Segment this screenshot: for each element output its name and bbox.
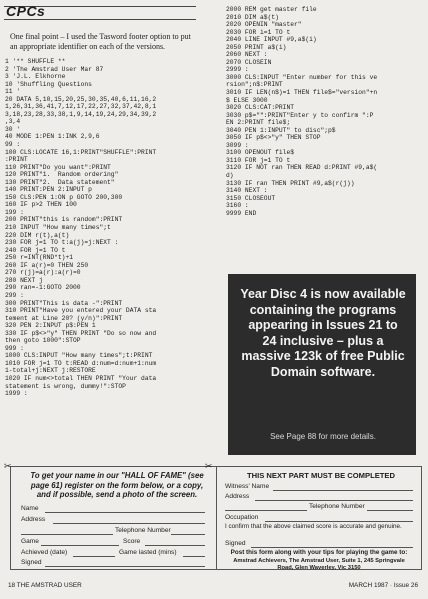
section-banner bbox=[4, 3, 196, 20]
achieved-label: Achieved (date) bbox=[21, 549, 68, 556]
signed-label: Signed bbox=[21, 559, 42, 566]
occupation-field[interactable] bbox=[265, 521, 413, 522]
witness-address-field[interactable] bbox=[255, 500, 413, 501]
witness-address-field-line-2[interactable] bbox=[225, 510, 307, 511]
occupation-label: Occupation bbox=[225, 514, 259, 521]
address-label: Address bbox=[21, 516, 46, 523]
name-label: Name bbox=[21, 505, 39, 512]
year-disc-promo-box bbox=[228, 274, 416, 455]
scissors-icon: ✂ bbox=[205, 461, 213, 471]
promo-footnote: See Page 88 for more details. bbox=[270, 432, 376, 441]
program-listing-right: 2000 REM get master file 2010 DIM a$(t) 2020 OPENIN "master" 2030 FOR i=1 TO t 2040 LINE INPUT #9,a$(i) 2050 PRINT a$(i) 2060 NEXT : 2070 CLOSEIN 2999 : 3000 CLS:INPUT "Enter number for this ve rsion";n$:PRINT 3010 IF LEN(n$)=1 THEN file$="version"+n $ ELSE 3000 3020 CLS:CAT:PRINT 3030 p$="":PRINT"Enter y to confirm ":P EN 2:PRINT file$; 3040 PEN 1:INPUT" to disc";p$ 3050 IF p$<>"y" THEN STOP 3099 : 3100 OPENOUT file$ 3110 FOR j=1 TO t 3120 IF NOT ran THEN READ d:PRINT #9,a$( d) 3130 IF ran THEN PRINT #9,a$(r(j)) 3140 NEXT : 3150 CLOSEOUT 3160 : 9999 END bbox=[226, 6, 378, 217]
game-lasted-label: Game lasted (mins) bbox=[119, 549, 177, 556]
must-complete-heading: THIS NEXT PART MUST BE COMPLETED bbox=[247, 471, 395, 480]
witness-signed-label: Signed bbox=[225, 540, 246, 547]
witness-telephone-field[interactable] bbox=[367, 510, 413, 511]
score-label: Score bbox=[123, 538, 141, 545]
section-title: CPCs bbox=[6, 3, 46, 19]
telephone-field[interactable] bbox=[171, 534, 205, 535]
telephone-label: Telephone Number bbox=[115, 527, 171, 534]
name-field[interactable] bbox=[45, 512, 205, 513]
witness-name-field[interactable] bbox=[273, 490, 413, 491]
witness-name-label: Witness' Name bbox=[225, 483, 270, 490]
game-field[interactable] bbox=[41, 545, 119, 546]
address-field-line-2[interactable] bbox=[21, 534, 113, 535]
postal-address: Amstrad Achievers, The Amstrad User, Suite 1, 245 Springvale Road, Glen Waverley, Vic 3150 bbox=[233, 558, 405, 571]
intro-paragraph: One final point – I used the Tasword footer option to put an appropriate identifier on each of the versions. bbox=[10, 32, 191, 51]
game-label: Game bbox=[21, 538, 39, 545]
post-instructions: Post this form along with your tips for playing the game to: bbox=[230, 549, 408, 556]
program-listing-left: 1 '** SHUFFLE ** 2 'The Amstrad User Mar 87 3 'J.L. Elkhorne 10 'Shuffling Questions 11 ' 20 DATA 5,10,15,20,25,30,35,40,6,11,16,2 1,26,31,36,41,7,12,17,22,27,32,37,42,8,1 3,18,23,28,33,38,1,9,14,19,24,29,34,39,2 ,3,4 30 ' 40 MODE 1:PEN 1:INK 2,9,6 99 : 100 CLS:LOCATE 16,1:PRINT"SHUFFLE":PRINT :PRINT 110 PRINT"Do you want":PRINT 120 PRINT"1. Random ordering" 130 PRINT"2. Data statement" 140 PRINT:PEN 2:INPUT p 150 CLS:PEN 1:ON p GOTO 200,300 160 IF p>2 THEN 100 199 : 200 PRINT"this is random":PRINT 210 INPUT "How many times";t 220 DIM r(t),a(t) 230 FOR j=1 TO t:a(j)=j:NEXT : 240 FOR j=1 TO t 250 r=INT(RND*t)+1 260 IF a(r)=0 THEN 250 270 r(j)=a(r):a(r)=0 280 NEXT j 290 ran=-1:GOTO 2000 299 : 300 PRINT"This is data -":PRINT 310 PRINT"Have you entered your DATA sta tement at Line 20? (y/n)":PRINT 320 PEN 2:INPUT p$:PEN 1 330 IF p$<>"y" THEN PRINT "Do so now and then goto 1000":STOP 999 : 1000 CLS:INPUT "How many times";t:PRINT 1010 FOR j=1 TO t:READ d:num=d:num+1:num 1-total+j:NEXT j:RESTORE 1020 IF num<>total THEN PRINT "Your data statement is wrong, dummy!":STOP 1999 : bbox=[5, 58, 157, 398]
confirm-statement: I confirm that the above claimed score is accurate and genuine. bbox=[225, 523, 402, 530]
promo-main-text: Year Disc 4 is now available containing the programs appearing in Issues 21 to 24 inclusive – plus a massive 123k of free Public Domain software. bbox=[240, 287, 406, 379]
footer-left: 18 THE AMSTRAD USER bbox=[8, 582, 82, 589]
witness-address-label: Address bbox=[225, 493, 250, 500]
address-field[interactable] bbox=[53, 523, 205, 524]
hall-of-fame-form bbox=[4, 461, 422, 571]
scissors-icon: ✂ bbox=[4, 461, 12, 471]
hall-of-fame-heading: To get your name in our "HALL OF FAME" (see page 61) register on the form below, or a copy, and if possible, send a photo of the screen. bbox=[30, 471, 204, 499]
achieved-date-field[interactable] bbox=[73, 556, 115, 557]
witness-signed-field[interactable] bbox=[251, 547, 413, 548]
witness-telephone-label: Telephone Number bbox=[309, 503, 365, 510]
form-divider bbox=[216, 467, 217, 569]
signed-field[interactable] bbox=[45, 566, 205, 567]
score-field[interactable] bbox=[145, 545, 205, 546]
footer-right: MARCH 1987 · Issue 26 bbox=[348, 582, 418, 589]
game-lasted-field[interactable] bbox=[183, 556, 205, 557]
